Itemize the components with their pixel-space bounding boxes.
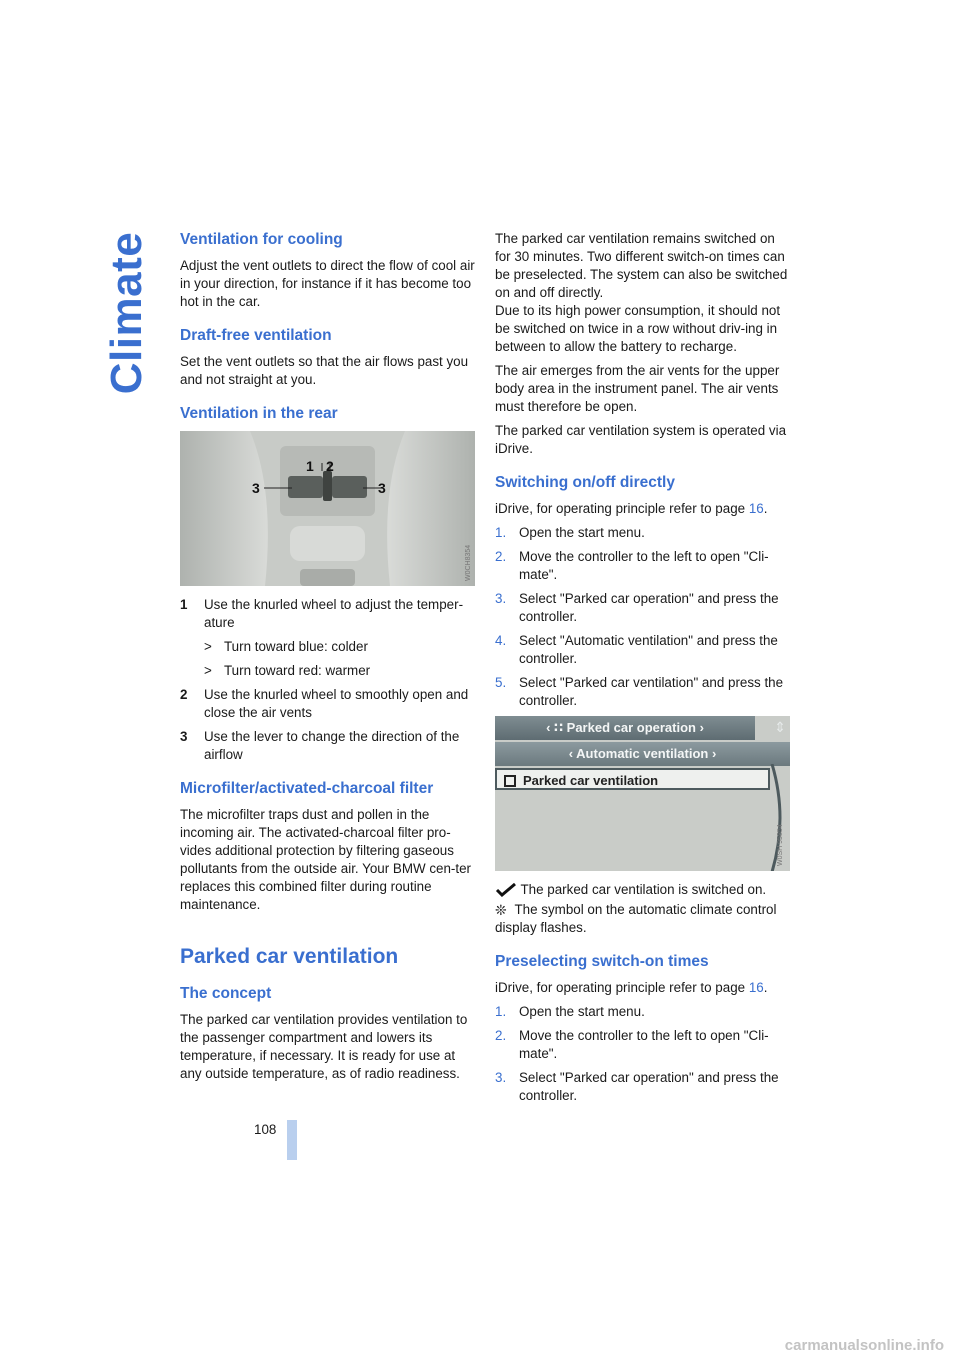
- idrive-reference-text: iDrive, for operating principle refer to page: [495, 980, 749, 996]
- idrive-reference-end: .: [763, 980, 768, 996]
- menu-bar-parked-car-operation: ‹ ∷ Parked car operation ›: [495, 716, 755, 740]
- page-number: 108: [254, 1122, 277, 1137]
- left-column: [180, 230, 476, 1089]
- note-switched-on-text: The parked car ventilation is switched on.: [520, 882, 767, 897]
- menu-item-parked-car-ventilation: [495, 768, 770, 790]
- legend-text: Use the knurled wheel to adjust the temper-ature: [204, 597, 464, 630]
- legend-number: 3: [180, 729, 188, 744]
- step-text: Move the controller to the left to open "Cli-mate".: [519, 549, 769, 582]
- checkbox-icon: [504, 775, 516, 787]
- step-number: 5.: [495, 675, 507, 690]
- paragraph-cooling: Adjust the vent outlets to direct the flow of cool air in your direction, for instance if it has become too hot in the car.: [180, 258, 475, 309]
- page-link-16[interactable]: 16: [748, 501, 764, 516]
- legend-number: 2: [180, 687, 188, 702]
- chapter-title-text: Climate: [102, 231, 151, 395]
- heading-parked-car-ventilation: Parked car ventilation: [180, 945, 399, 968]
- menu-bar-automatic-ventilation: ‹ Automatic ventilation ›: [495, 742, 790, 766]
- controller-arrows-icon: ⇕: [774, 719, 786, 735]
- heading-draft-free: Draft-free ventilation: [180, 327, 332, 344]
- step-text: Select "Parked car operation" and press the controller.: [519, 591, 779, 624]
- screen-code: W0SH 95854: [777, 824, 784, 866]
- rear-vents-photo: [180, 431, 475, 586]
- step-number: 2.: [495, 1028, 507, 1044]
- rear-vents-illustration: [180, 431, 475, 586]
- step-5: [495, 674, 791, 710]
- step-number: 3.: [495, 1070, 507, 1086]
- preselect-step-1: [495, 1003, 791, 1021]
- preselect-step-2: [495, 1027, 791, 1063]
- step-2: [495, 548, 791, 584]
- photo-label-1: 1: [306, 458, 314, 474]
- idrive-screen: [495, 716, 790, 871]
- idrive-reference-2: [495, 979, 791, 997]
- sub-bullet-warmer: [204, 662, 476, 680]
- idrive-reference-text: iDrive, for operating principle refer to page: [495, 501, 749, 516]
- page-link-16[interactable]: 16: [748, 980, 764, 996]
- step-1: [495, 524, 791, 542]
- step-text: Open the start menu.: [519, 525, 645, 540]
- step-number: 1.: [495, 1004, 507, 1020]
- step-number: 4.: [495, 633, 507, 648]
- note-symbol-flashes: [495, 901, 791, 937]
- chapter-title: [92, 228, 162, 398]
- legend-number: 1: [180, 597, 188, 612]
- step-text: Select "Automatic ventilation" and press the controller.: [519, 633, 778, 666]
- legend-item-1: [180, 596, 476, 632]
- step-3: [495, 590, 791, 626]
- paragraph-duration: The parked car ventilation remains switched on for 30 minutes. Two different switch-on times can be preselected. The system can also be switched on and off directly.: [495, 231, 788, 300]
- page-marker-bar: [287, 1120, 297, 1160]
- photo-label-2: 2: [326, 458, 334, 474]
- site-watermark: carmanualsonline.info: [784, 1337, 944, 1354]
- paragraph-idrive: The parked car ventilation system is operated via iDrive.: [495, 423, 787, 456]
- bullet-marker: >: [204, 639, 212, 654]
- photo-code: W0CH8354: [465, 544, 472, 581]
- photo-label-3-right: 3: [378, 480, 386, 496]
- step-number: 2.: [495, 549, 507, 564]
- heading-microfilter: Microfilter/activated-charcoal filter: [180, 780, 434, 797]
- legend-item-2: [180, 686, 476, 722]
- bullet-marker: >: [204, 663, 212, 678]
- legend-text: Use the knurled wheel to smoothly open and close the air vents: [204, 687, 469, 720]
- heading-ventilation-rear: Ventilation in the rear: [180, 405, 338, 422]
- step-text: Select "Parked car operation" and press the controller.: [519, 1070, 779, 1104]
- fan-icon: ❊: [495, 902, 507, 919]
- heading-ventilation-cooling: Ventilation for cooling: [180, 231, 343, 248]
- preselect-step-3: [495, 1069, 791, 1105]
- legend-text: Use the lever to change the direction of the airflow: [204, 729, 460, 762]
- step-number: 1.: [495, 525, 507, 540]
- paragraph-concept: The parked car ventilation provides ventilation to the passenger compartment and lowers its temperature, if necessary. It is ready for use at any outside temperature, as of radio readiness.: [180, 1012, 468, 1081]
- sub-bullet-text: Turn toward blue: colder: [224, 639, 368, 654]
- note-symbol-flashes-text: The symbol on the automatic climate control display flashes.: [495, 902, 777, 936]
- note-switched-on: [495, 881, 791, 899]
- idrive-reference-end: .: [763, 501, 768, 516]
- checkmark-icon: [495, 883, 517, 897]
- step-text: Select "Parked car ventilation" and press the controller.: [519, 675, 784, 708]
- paragraph-draft-free: Set the vent outlets so that the air flows past you and not straight at you.: [180, 354, 469, 387]
- step-text: Move the controller to the left to open "Cli-mate".: [519, 1028, 769, 1062]
- sub-bullet-text: Turn toward red: warmer: [224, 663, 371, 678]
- step-number: 3.: [495, 591, 507, 606]
- photo-label-3-left: 3: [252, 480, 260, 496]
- heading-concept: The concept: [180, 985, 272, 1002]
- heading-preselecting: Preselecting switch-on times: [495, 953, 709, 971]
- legend-item-3: [180, 728, 476, 764]
- paragraph-air-vents: The air emerges from the air vents for the upper body area in the instrument panel. The air vents must therefore be open.: [495, 363, 780, 414]
- idrive-reference: [495, 500, 791, 518]
- paragraph-power: Due to its high power consumption, it should not be switched on twice in a row without driv-ing in between to allow the battery to recharge.: [495, 303, 781, 354]
- step-text: Open the start menu.: [519, 1004, 645, 1020]
- right-column: [495, 230, 791, 1111]
- paragraph-microfilter: The microfilter traps dust and pollen in the incoming air. The activated-charcoal filter pro-vides additional protection by filtering gaseous pollutants from the outside air. Your BMW cen-ter replaces this combined filter during routine maintenance.: [180, 807, 472, 912]
- sub-bullet-colder: [204, 638, 476, 656]
- menu-item-label: Parked car ventilation: [523, 773, 659, 788]
- heading-switching-on-off: Switching on/off directly: [495, 474, 675, 491]
- step-4: [495, 632, 791, 668]
